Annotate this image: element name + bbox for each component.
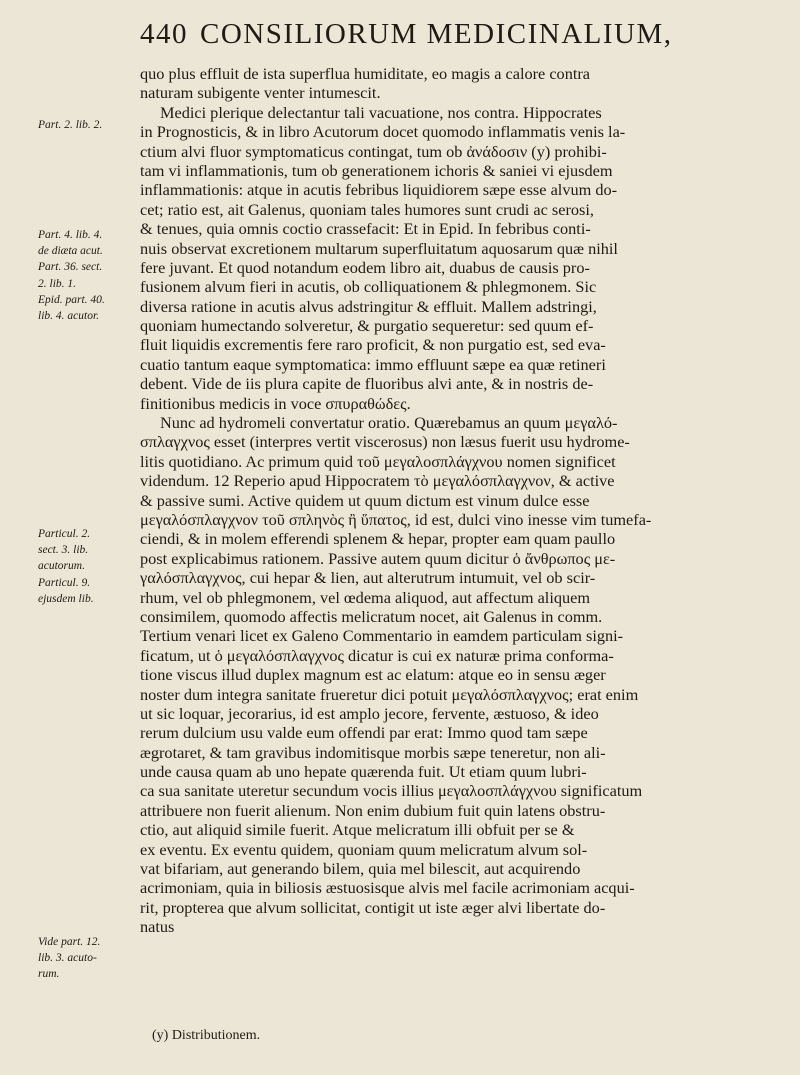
text-line: debent. Vide de iis plura capite de fluoribus alvi ante, & in nostris de- — [140, 374, 594, 394]
text-line: & tenues, quia omnis coctio crassefacit: Et in Epid. In febribus conti- — [140, 219, 591, 239]
text-line: nuis observat excretionem multarum superfluitatum aquosarum quæ nihil — [140, 238, 618, 258]
margin-note — [38, 934, 100, 983]
text-line: quoniam humectando solveretur, & purgatio sequeretur: sed quum ef- — [140, 316, 594, 336]
text-line: rit, propterea que alvum sollicitat, contigit ut iste æger alvi libertate do- — [140, 897, 606, 917]
text-line: fluit liquidis excrementis fere raro proficit, & non purgatio est, sed eva- — [140, 335, 606, 355]
text-line: litis quotidiano. Ac primum quid τοῦ μεγαλοσπλάγχνου nomen significet — [140, 451, 616, 471]
text-line: attribuere non fuerit alienum. Non enim dubium fuit quin latens obstru- — [140, 800, 606, 820]
text-line: cet; ratio est, ait Galenus, quoniam tales humores sunt crudi ac serosi, — [140, 199, 594, 219]
text-line: σπλαγχνος esset (interpres vertit viscerosus) non læsus fuerit usu hydrome- — [140, 432, 630, 452]
text-line: rhum, vel ob phlegmonem, vel œdema aliquod, aut affectum aliquem — [140, 587, 591, 607]
text-line: consimilem, quomodo affectis melicratum nocet, ait Galenus in comm. — [140, 606, 603, 626]
margin-note-line: lib. 4. acutor. — [38, 310, 100, 323]
margin-note-line: Particul. 2. — [38, 528, 91, 540]
margin-note-line: Particul. 9. — [38, 576, 91, 589]
text-line: γαλόσπλαγχνος, cui hepar & lien, aut alterutrum intumuit, vel ob scir- — [140, 568, 596, 588]
text-line: & passive sumi. Active quidem ut quum dictum est vinum dulce esse — [140, 490, 590, 510]
text-line: ficatum, ut ὁ μεγαλόσπλαγχνος dicatur is cui ex naturæ prima conforma- — [140, 645, 614, 665]
running-title: CONSILIORUM MEDICINALIUM, — [200, 18, 673, 50]
margin-note-line: Part. 36. sect. — [38, 261, 103, 274]
margin-note — [38, 227, 105, 324]
text-line: ctio, aut aliquid simile fuerit. Atque melicratum illi obfuit per se & — [140, 820, 575, 840]
body-text — [140, 64, 780, 956]
text-line: vat bifariam, aut generando bilem, quia mel bilescit, aut acquirendo — [140, 859, 581, 879]
text-line: μεγαλόσπλαγχνον τοῦ σπληνὸς ἢ ὕπατος, id est, dulci vino inesse vim tumefa- — [140, 509, 652, 529]
margin-note-line: Vide part. 12. — [38, 936, 101, 948]
text-line: diversa ratione in acutis alvus adstringitur & effluit. Mallem adstringi, — [140, 296, 597, 316]
margin-note-line: Part. 4. lib. 4. — [38, 229, 103, 241]
text-line: fusionem alvum fieri in acutis, ob colliquationem & phlegmonem. Sic — [140, 277, 597, 297]
margin-note-line: Epid. part. 40. — [38, 293, 105, 306]
margin-note-line: lib. 3. acuto- — [38, 952, 97, 965]
margin-note-line: sect. 3. lib. — [38, 544, 89, 557]
margin-note-line: Part. 2. lib. 2. — [38, 119, 103, 131]
text-line: tam vi inflammationis, tum ob generationem ichoris & saniei vi ejusdem — [140, 160, 613, 180]
margin-note-line: de diæta acut. — [38, 245, 103, 258]
text-line: post explicabimus rationem. Passive autem quum dicitur ὁ ἄνθρωπος με- — [140, 548, 616, 568]
text-line: ciendi, & in molem efferendi splenem & hepar, propter eam quam paullo — [140, 529, 616, 549]
margin-note-line: acutorum. — [38, 560, 85, 573]
text-line: ægrotaret, & tam gravibus indomitisque morbis sæpe teneretur, non ali- — [140, 742, 606, 762]
running-header — [140, 18, 780, 51]
text-line: ut sic loquar, jecorarius, id est amplo jecore, fervente, æstuoso, & ideo — [140, 703, 599, 723]
text-line: Tertium venari licet ex Galeno Commentario in eamdem particulam signi- — [140, 626, 624, 646]
text-line: tione viscus illud duplex magnum est ac elatum: atque eo in sensu æger — [140, 665, 606, 685]
text-line: fere juvant. Et quod notandum eodem libro ait, duabus de causis pro- — [140, 257, 590, 277]
margin-note — [38, 117, 102, 133]
text-line: natus — [140, 917, 175, 937]
text-line: inflammationis: atque in acutis febribus liquidiorem sæpe esse alvum do- — [140, 180, 618, 200]
text-line: cuatio tantum eaque symptomatica: immo effluunt sæpe ea quæ retineri — [140, 354, 606, 374]
catchword — [140, 937, 780, 956]
margin-note — [38, 526, 94, 607]
text-line: unde causa quam ab uno hepate quærenda fuit. Ut etiam quum lubri- — [140, 762, 587, 782]
text-line: noster dum integra sanitate frueretur dici potuit μεγαλόσπλαγχνος; erat enim — [140, 684, 639, 704]
text-line: finitionibus medicis in voce σπυραθώδες. — [140, 393, 411, 413]
text-line: Medici plerique delectantur tali vacuatione, nos contra. Hippocrates — [160, 102, 602, 122]
page-number: 440 — [140, 18, 188, 50]
text-line: ctium alvi fluor symptomaticus contingat, tum ob ἀνάδοσιν (y) prohibi- — [140, 141, 607, 161]
text-line: ca sua sanitate uteretur secundum vocis illius μεγαλοσπλάγχνου significatum — [140, 781, 643, 801]
text-line: ex eventu. Ex eventu quidem, quoniam quum melicratum alvum sol- — [140, 839, 588, 859]
text-line: rerum dulcium usu valde eum offendi par erat: Immo quod tam sæpe — [140, 723, 588, 743]
text-line: acrimoniam, quia in biliosis æstuosisque alvis mel facile acrimoniam acqui- — [140, 878, 635, 898]
margin-note-line: rum. — [38, 968, 60, 981]
margin-note-line: 2. lib. 1. — [38, 277, 77, 290]
text-line: Nunc ad hydromeli convertatur oratio. Quærebamus an quum μεγαλό- — [160, 413, 618, 433]
text-line: quo plus effluit de ista superflua humiditate, eo magis a calore contra — [140, 64, 591, 83]
text-line: naturam subigente venter intumescit. — [140, 83, 381, 103]
footnote: (y) Distributionem. — [152, 1028, 261, 1043]
text-line: videndum. 12 Reperio apud Hippocratem τὸ μεγαλόσπλαγχνον, & active — [140, 471, 615, 491]
margin-note-line: ejusdem lib. — [38, 592, 94, 605]
text-line: in Prognosticis, & in libro Acutorum docet quomodo inflammatis venis la- — [140, 122, 626, 142]
